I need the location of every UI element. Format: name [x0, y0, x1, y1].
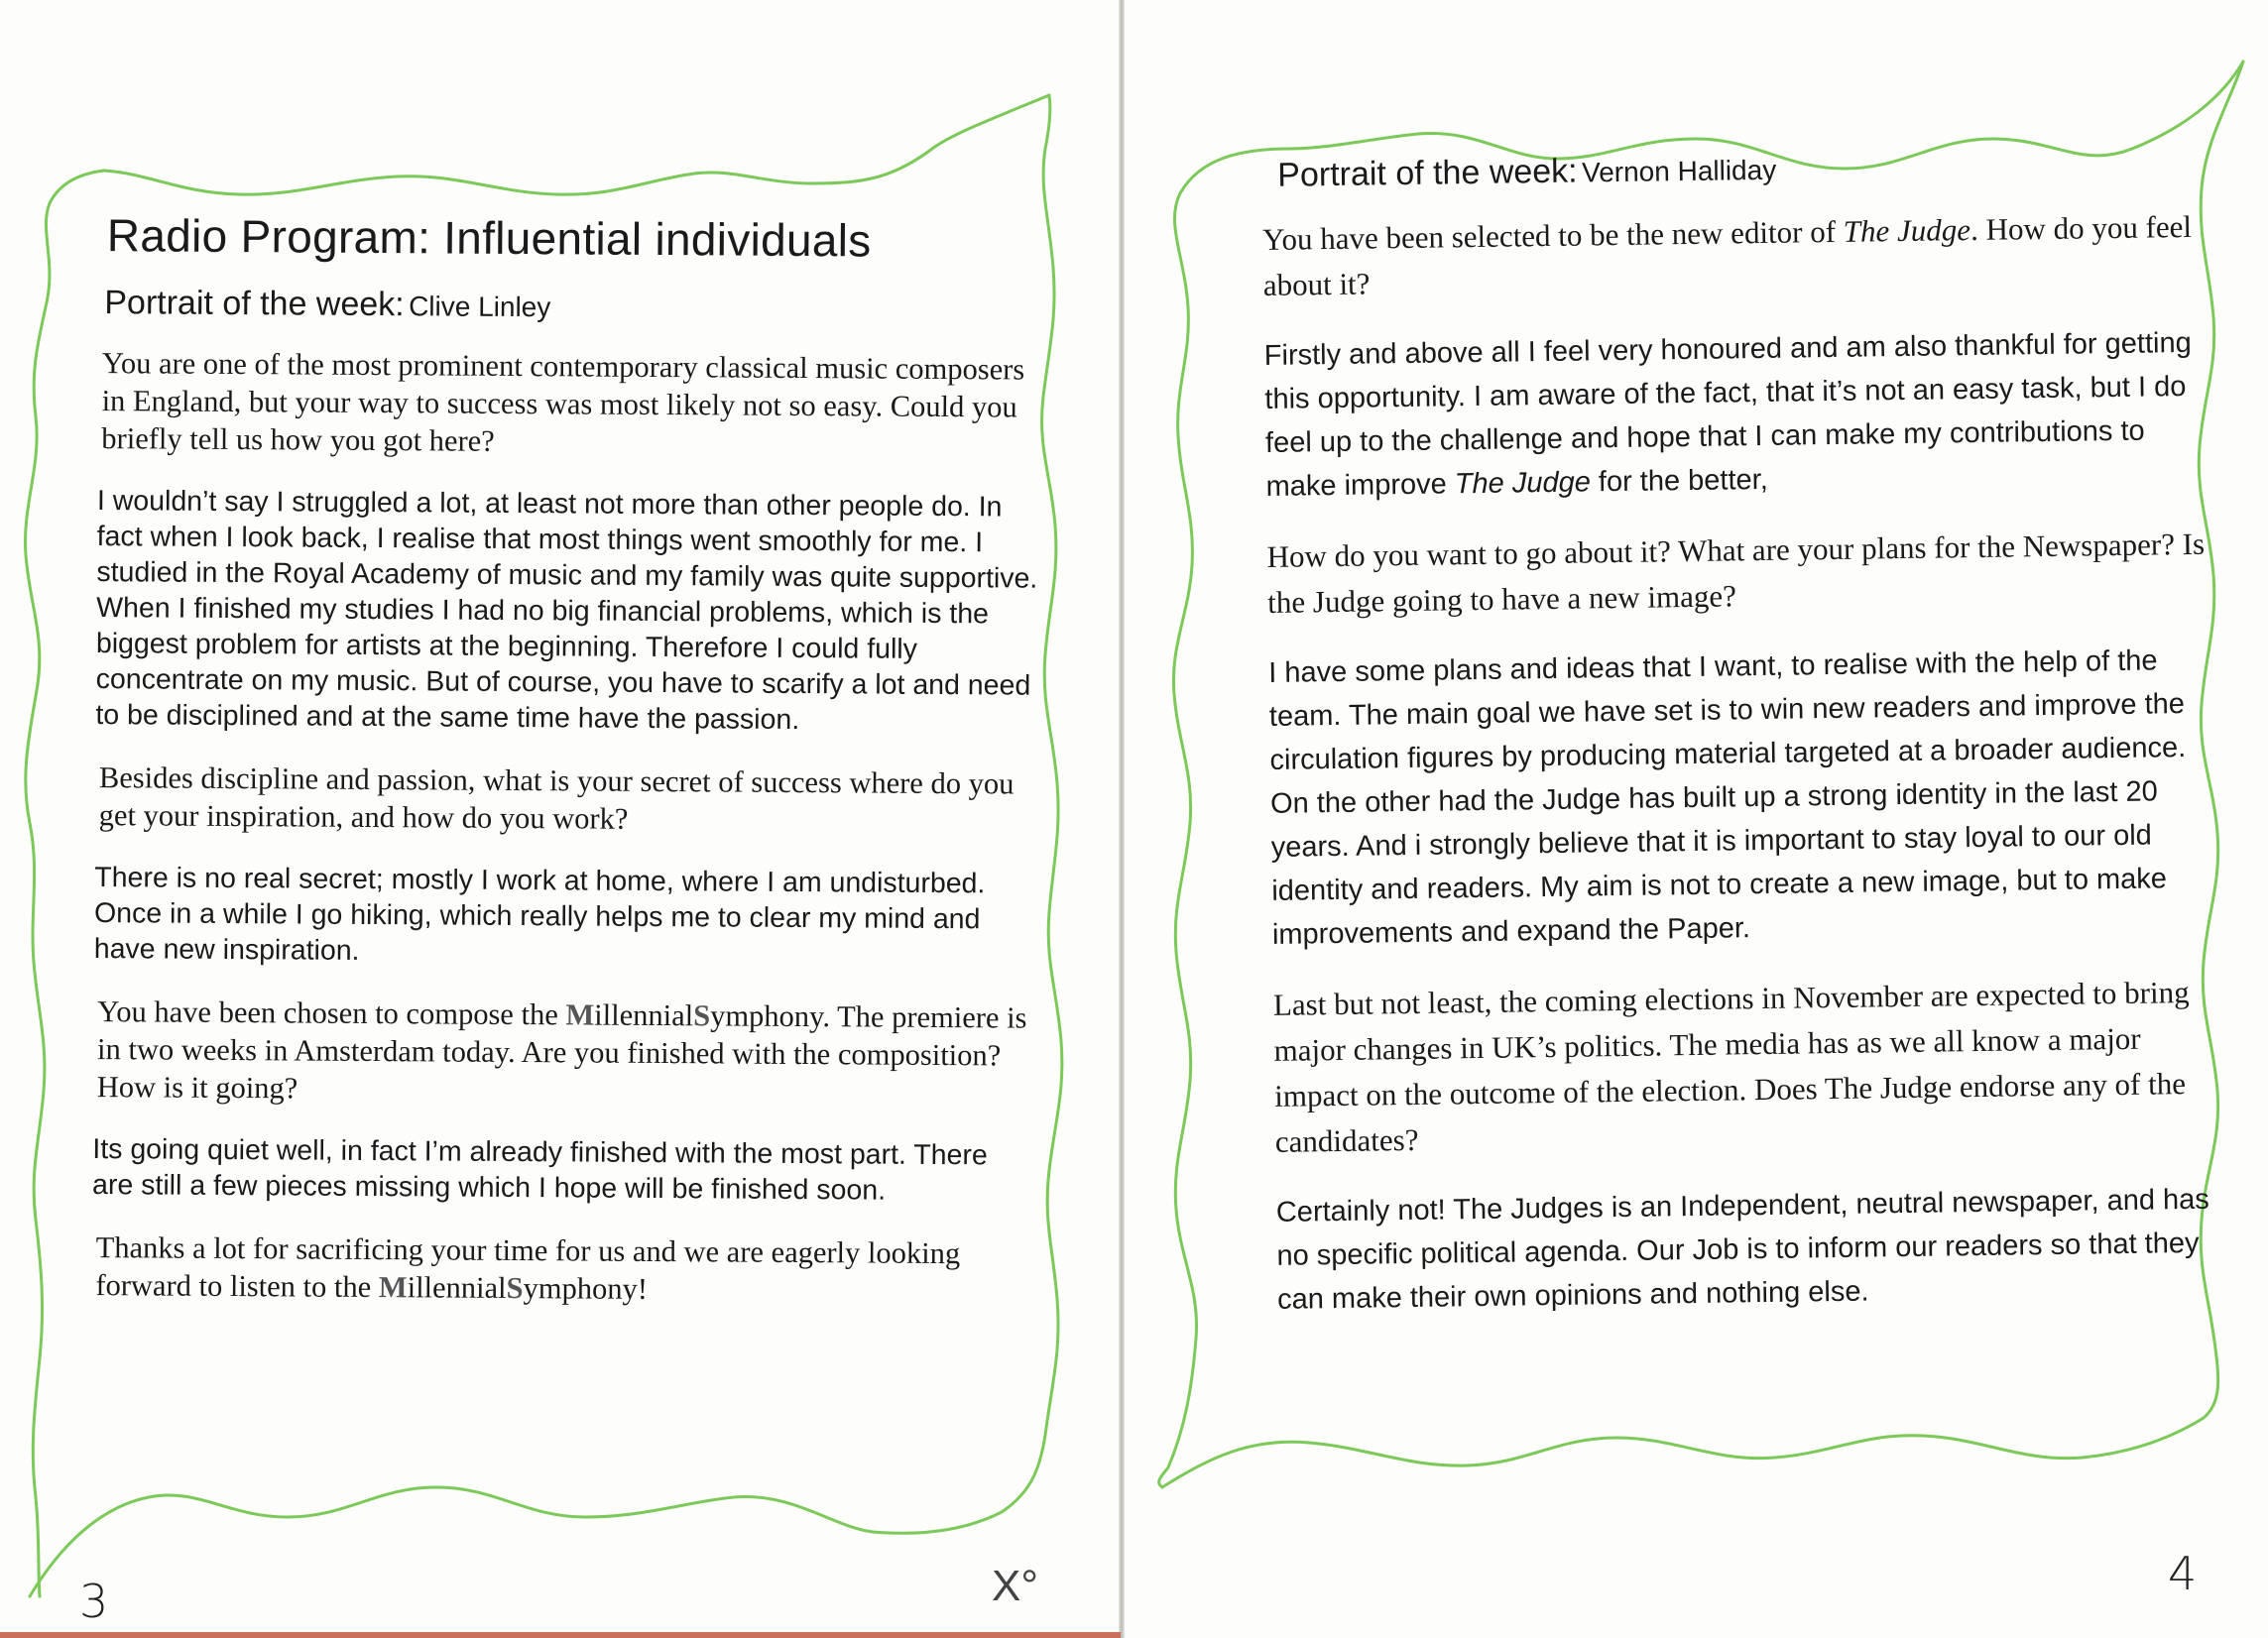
newspaper-name: The Judge — [1843, 212, 1971, 249]
answer-1 — [1263, 321, 2208, 509]
pencil-corner-mark: X° — [992, 1562, 1038, 1610]
question-2: How do you want to go about it? What are your plans for the Newspaper? Is the Judge going to have a new image? — [1266, 526, 2206, 620]
answer-3: Certainly not! The Judges is an Independent, neutral newspaper, and has no specific political agenda. Our Job is to inform our readers so that they can make their own opinions and nothing else. — [1275, 1183, 2210, 1316]
answer-1-text-before: Firstly and above all I feel very honoured and am also thankful for getting this opportunity. I am aware of the fact, that it’s not an easy task, but I do feel up to the challenge and hope that I can make my contributions to make improve — [1263, 326, 2192, 503]
question-2: Besides discipline and passion, what is your secret of success where do you get your inspiration, and how do you work? — [98, 760, 1015, 836]
symphony-word: ymphony — [710, 998, 823, 1034]
question-1 — [1262, 204, 2206, 308]
closing-text-after: ! — [637, 1271, 649, 1306]
millennial-word: illennial — [594, 997, 694, 1033]
portrait-heading — [104, 284, 1040, 329]
answer-2: I have some plans and ideas that I want, to realise with the help of the team. The main goal we have set is to win new readers and improve the circulation figures by producing material targeted at a broader audience. On the other had the Judge has built up a strong identity in the last 20 years. And i strongly believe that it is important to stay loyal to our old identity and readers. My aim is not to create a new image, but to make improvements and expand the Paper. — [1268, 644, 2187, 951]
left-page-content — [81, 208, 1041, 1337]
question-1-text-before: You have been selected to be the new editor of — [1261, 213, 1845, 257]
handwritten-capital-s: S — [506, 1270, 524, 1306]
answer-3: Its going quiet well, in fact I’m already finished with the most part. There are still a few pieces missing which I hope will be finished soon. — [92, 1133, 988, 1207]
millennial-word: illennial — [407, 1270, 507, 1305]
question-3 — [97, 993, 1036, 1112]
question-1-text-after: . How do you feel about it? — [1262, 208, 2193, 302]
answer-1-text-after: for the better, — [1590, 463, 1768, 499]
handwritten-capital-m: M — [378, 1270, 408, 1305]
portrait-name: Vernon Halliday — [1581, 154, 1777, 188]
closing-remark — [95, 1228, 1034, 1311]
question-3-text-after: . The premiere is in two weeks in Amsterdam today. Are you finished with the composition? How is it going? — [96, 999, 1027, 1106]
answer-1: I wouldn’t say I struggled a lot, at least not more than other people do. In fact when I look back, I realise that most things went smoothly for me. I studied in the Royal Academy of music and my family was quite supportive. When I finished my studies I had no big financial problems, which is the biggest problem for artists at the beginning. Therefore I could fully concentrate on my music. But of course, you have to scarify a lot and need to be disciplined and at the same time have the passion. — [95, 485, 1038, 737]
portrait-name: Clive Linley — [409, 291, 551, 323]
answer-2: There is no real secret; mostly I work at home, where I am undisturbed. Once in a while I go hiking, which really helps me to clear my mind and have new inspiration. — [93, 862, 986, 967]
portrait-label: Portrait of the week: — [104, 284, 405, 324]
question-3-text-before: You have been chosen to compose the — [97, 994, 566, 1032]
closing-text-before: Thanks a lot for sacrificing your time for us and we are eagerly looking forward to listen to the — [95, 1230, 961, 1305]
page-number-left: 3 — [79, 1575, 109, 1628]
page-number-right: 4 — [2168, 1547, 2198, 1600]
handwritten-capital-m: M — [565, 997, 595, 1032]
newspaper-name: The Judge — [1454, 466, 1592, 501]
handwritten-capital-s: S — [693, 998, 711, 1033]
right-page-content — [1261, 144, 2220, 1347]
page-title: Radio Program: Influential individuals — [106, 209, 872, 267]
question-1: You are one of the most prominent contemporary classical music composers in England, but your way to success was most likely not so easy. Could you briefly tell us how you got here? — [101, 346, 1025, 458]
symphony-word: ymphony — [523, 1271, 638, 1306]
question-3: Last but not least, the coming elections in November are expected to bring major changes in UK’s politics. The media has as we all know a major impact on the outcome of the election. Does The Judge endorse any of the candidates? — [1272, 975, 2190, 1159]
portrait-label: Portrait of the week: — [1276, 152, 1578, 194]
